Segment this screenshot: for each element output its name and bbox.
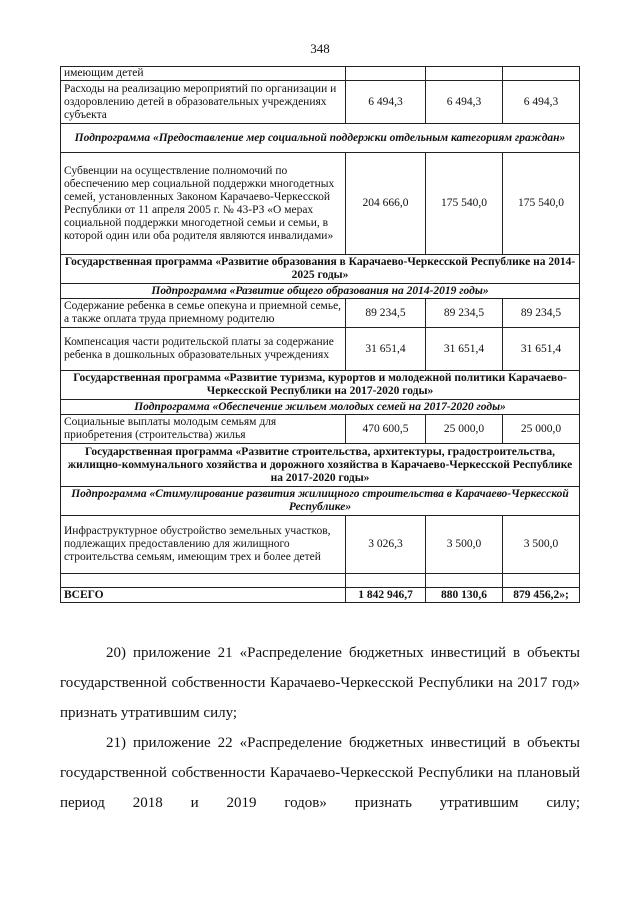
row-description: Содержание ребенка в семье опекуна и приемной семье, а также оплата труда приемному родителю [61,299,346,328]
total-row [61,588,580,603]
amount-3: 89 234,5 [503,299,580,328]
row-description: ВСЕГО [61,588,346,603]
subprogram-header-row [61,400,580,415]
amount-1: 89 234,5 [346,299,426,328]
amount-1: 470 600,5 [346,415,426,444]
subprogram-title: Подпрограмма «Стимулирование развития жилищного строительства в Карачаево-Черкесской Республике» [61,487,580,516]
table-row [61,516,580,574]
subprogram-title: Подпрограмма «Обеспечение жильем молодых семей на 2017-2020 годы» [61,400,580,415]
empty-cell [346,574,426,588]
paragraph-21: 21) приложение 22 «Распределение бюджетных инвестиций в объекты государственной собственности Карачаево-Черкесской Республики на плановый период 2018 и 2019 годов» признать утратившим силу; [60,735,580,811]
amount-2: 3 500,0 [426,516,503,574]
program-title: Государственная программа «Развитие строительства, архитектуры, градостроительства, жилищно-коммунального хозяйства и дорожного хозяйства в Карачаево-Черкесской Республике на 2017-2020 годы» [61,444,580,487]
empty-cell [61,574,346,588]
subprogram-header-row [61,124,580,153]
amount-1: 204 666,0 [346,153,426,255]
subprogram-header-row [61,487,580,516]
empty-cell [503,574,580,588]
budget-table [60,66,580,603]
amount-2: 25 000,0 [426,415,503,444]
amount-1: 3 026,3 [346,516,426,574]
amount-1 [346,67,426,81]
row-description: Компенсация части родительской платы за содержание ребенка в дошкольных образовательных учреждениях [61,328,346,371]
page-number: 348 [310,41,330,56]
table-row [61,153,580,255]
amount-3: 3 500,0 [503,516,580,574]
program-header-row [61,444,580,487]
amount-2: 175 540,0 [426,153,503,255]
amount-2: 89 234,5 [426,299,503,328]
subprogram-title: Подпрограмма «Развитие общего образования на 2014-2019 годы» [61,284,580,299]
empty-cell [426,574,503,588]
table-row [61,299,580,328]
program-header-row [61,255,580,284]
program-title: Государственная программа «Развитие туризма, курортов и молодежной политики Карачаево-Черкесской Республики на 2017-2020 годы» [61,371,580,400]
table-row [61,415,580,444]
amount-1: 1 842 946,7 [346,588,426,603]
amount-2: 6 494,3 [426,81,503,124]
amount-3: 879 456,2»; [503,588,580,603]
table-row [61,81,580,124]
amount-3: 31 651,4 [503,328,580,371]
paragraph-20: 20) приложение 21 «Распределение бюджетных инвестиций в объекты государственной собственности Карачаево-Черкесской Республики на 2017 год» признать утратившим силу; [60,645,580,721]
amount-3: 6 494,3 [503,81,580,124]
table-row [61,328,580,371]
program-title: Государственная программа «Развитие образования в Карачаево-Черкесской Республике на 2014-2025 годы» [61,255,580,284]
amount-1: 6 494,3 [346,81,426,124]
row-description: Инфраструктурное обустройство земельных участков, подлежащих предоставлению для жилищного строительства семьям, имеющим трех и более детей [61,516,346,574]
program-header-row [61,371,580,400]
subprogram-header-row [61,284,580,299]
subprogram-title: Подпрограмма «Предоставление мер социальной поддержки отдельным категориям граждан» [61,124,580,153]
amount-3 [503,67,580,81]
row-description: Социальные выплаты молодым семьям для приобретения (строительства) жилья [61,415,346,444]
amount-1: 31 651,4 [346,328,426,371]
amount-2: 31 651,4 [426,328,503,371]
amount-2: 880 130,6 [426,588,503,603]
table-row [61,67,580,81]
row-description: Субвенции на осуществление полномочий по обеспечению мер социальной поддержки многодетных семей, установленных Законом Карачаево-Черкесской Республики от 11 апреля 2005 г. № 43-РЗ «О мерах социальной поддержки многодетной семьи и семьи, в которой один или оба родителя являются инвалидами» [61,153,346,255]
amount-3: 25 000,0 [503,415,580,444]
row-description: Расходы на реализацию мероприятий по организации и оздоровлению детей в образовательных учреждениях субъекта [61,81,346,124]
empty-row [61,574,580,588]
row-description: имеющим детей [61,67,346,81]
amount-2 [426,67,503,81]
amount-3: 175 540,0 [503,153,580,255]
